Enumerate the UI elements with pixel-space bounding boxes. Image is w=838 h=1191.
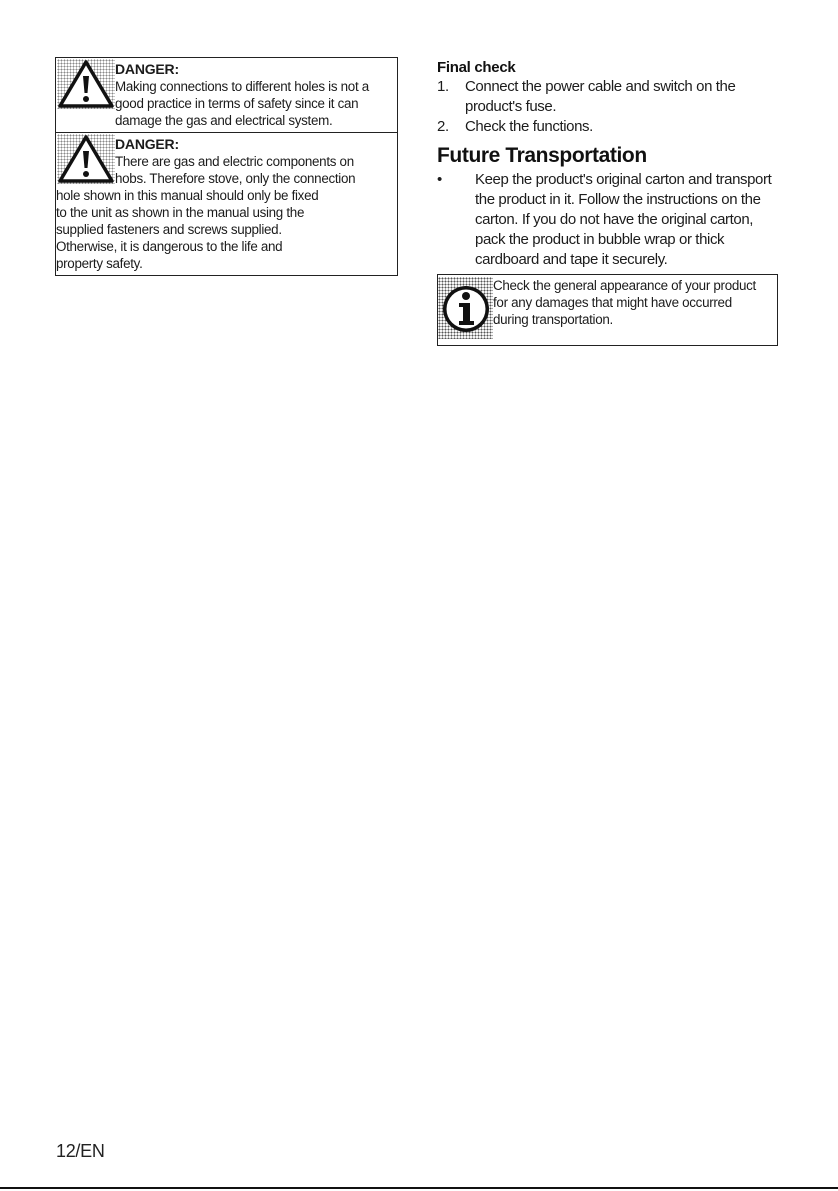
danger-notices-box bbox=[55, 57, 398, 276]
danger-text-line: property safety. bbox=[56, 256, 143, 271]
list-item bbox=[437, 77, 782, 117]
step-number: 1. bbox=[437, 78, 449, 95]
danger-text bbox=[56, 153, 395, 272]
danger-text bbox=[115, 78, 395, 129]
danger-title: DANGER: bbox=[115, 136, 179, 152]
right-column bbox=[437, 58, 782, 346]
danger-text-line: supplied fasteners and screws supplied. bbox=[56, 222, 282, 237]
danger-text-line: hole shown in this manual should only be fixed bbox=[56, 188, 319, 203]
future-transportation-heading: Future Transportation bbox=[437, 144, 647, 167]
bullet-text-line: carton. If you do not have the original carton, bbox=[475, 211, 754, 228]
bullet-text-line: cardboard and tape it securely. bbox=[475, 251, 668, 268]
danger-text-line: hobs. Therefore stove, only the connection bbox=[115, 171, 356, 186]
bottom-divider bbox=[0, 1187, 838, 1189]
info-text-line: Check the general appearance of your product bbox=[493, 278, 756, 293]
page-number: 12/EN bbox=[56, 1141, 105, 1161]
step-text-line: Check the functions. bbox=[465, 118, 593, 135]
warning-triangle-icon bbox=[57, 59, 115, 109]
info-note-box bbox=[437, 274, 778, 346]
step-number: 2. bbox=[437, 118, 449, 135]
danger-text-line: There are gas and electric components on bbox=[115, 154, 354, 169]
danger-text-line: damage the gas and electrical system. bbox=[115, 113, 333, 128]
step-text-line: Connect the power cable and switch on the bbox=[465, 78, 736, 95]
final-check-heading: Final check bbox=[437, 59, 516, 76]
transport-bullets bbox=[437, 170, 782, 270]
list-item bbox=[437, 170, 782, 270]
step-text-line: product's fuse. bbox=[465, 98, 557, 115]
bullet-glyph: • bbox=[437, 171, 442, 188]
final-check-steps bbox=[437, 77, 782, 137]
bullet-text-line: Keep the product's original carton and transport bbox=[475, 171, 772, 188]
danger-text-line: Otherwise, it is dangerous to the life and bbox=[56, 239, 283, 254]
danger-text-line: good practice in terms of safety since it can bbox=[115, 96, 359, 111]
warning-triangle-icon bbox=[57, 134, 115, 184]
list-item bbox=[437, 117, 782, 137]
danger-text-line: Making connections to different holes is not a bbox=[115, 79, 369, 94]
bullet-text-line: the product in it. Follow the instructions on the bbox=[475, 191, 761, 208]
bullet-text-line: pack the product in bubble wrap or thick bbox=[475, 231, 725, 248]
info-text-line: during transportation. bbox=[493, 312, 613, 327]
info-text-line: for any damages that might have occurred bbox=[493, 295, 732, 310]
danger-notice bbox=[56, 132, 397, 275]
danger-text-line: to the unit as shown in the manual using the bbox=[56, 205, 305, 220]
danger-title: DANGER: bbox=[115, 61, 179, 77]
info-icon bbox=[438, 277, 493, 339]
danger-notice bbox=[56, 58, 397, 132]
